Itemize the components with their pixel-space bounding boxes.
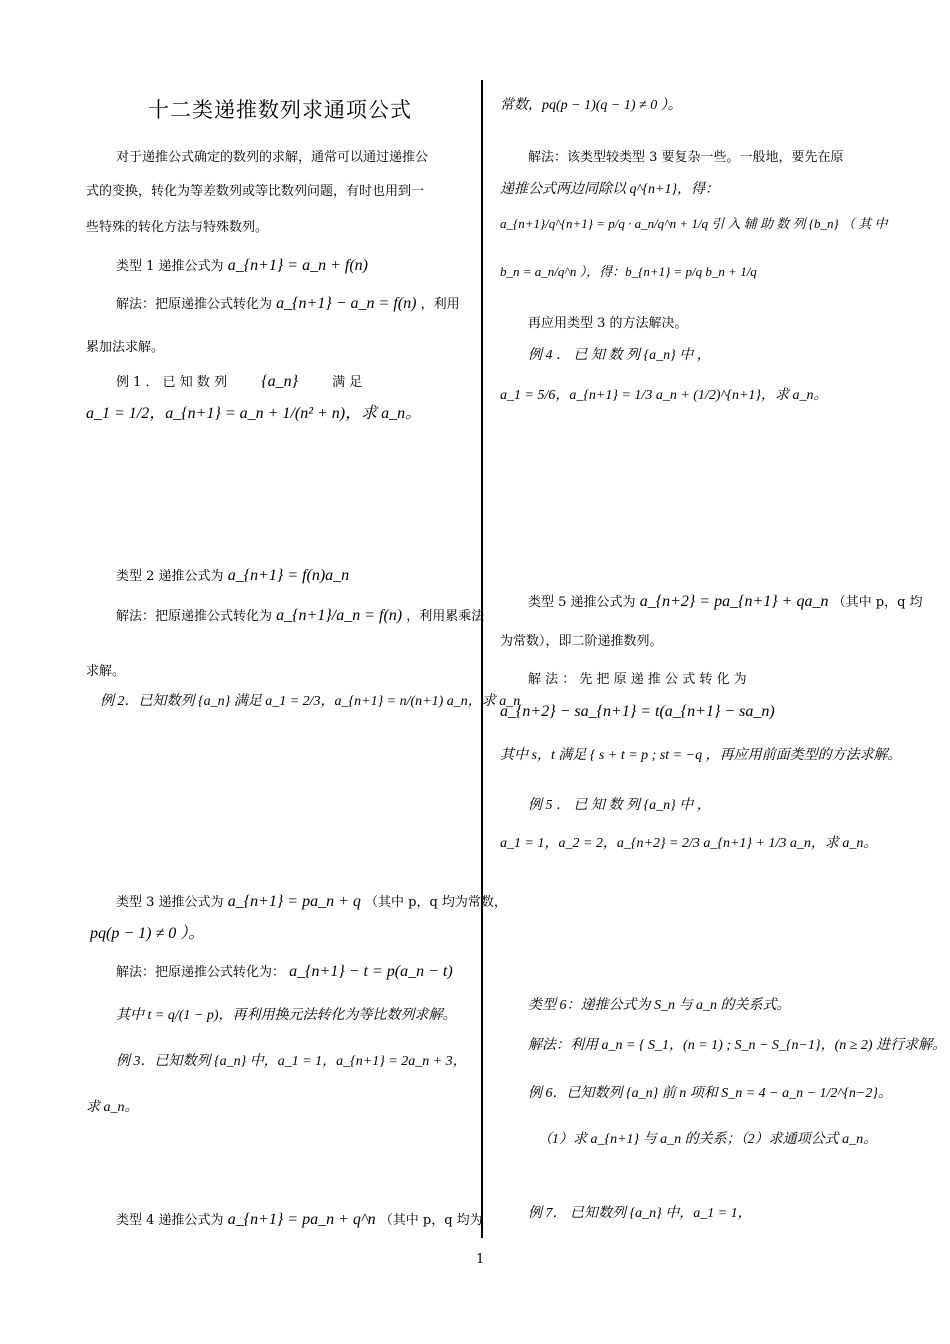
example1-sequence: {a_n} (261, 373, 299, 390)
type4-solution-line4 (500, 262, 757, 283)
type4-condition: 常数，pq(p − 1)(q − 1) ≠ 0 ）。 (500, 98, 682, 113)
type5-where (500, 746, 902, 766)
type2-solution-tail: ，利用累乘法 (406, 609, 485, 624)
type5-formula: a_{n+2} = pa_{n+1} + qa_n (639, 593, 829, 610)
type5-label: 类型 5 递推公式为 (528, 595, 636, 610)
example3-answer: 求 a_n。 (86, 1100, 139, 1115)
example6-line1 (528, 1084, 892, 1104)
type3-where (116, 1006, 457, 1026)
example4-condition: a_1 = 5/6，a_{n+1} = 1/3 a_n + (1/2)^{n+1}，求 a_n。 (500, 388, 828, 403)
type4-continuation (500, 96, 682, 116)
example1-label: 例 1 ． 已 知 数 列 (116, 375, 228, 390)
type5-solution-line1: 解 法 ： 先 把 原 递 推 公 式 转 化 为 (528, 672, 747, 687)
example2 (100, 692, 520, 712)
example3-text: 例 3．已知数列 {a_n} 中，a_1 = 1，a_{n+1} = 2a_n + 3， (116, 1054, 467, 1069)
type4-solution-line2 (500, 180, 719, 200)
type4-tail: （其中 p，q 均为 (379, 1213, 483, 1228)
type5-solution-formula: a_{n+2} − sa_{n+1} = t(a_{n+1} − sa_n) (500, 703, 775, 720)
type6-solution (528, 1036, 946, 1056)
example5-line1 (528, 796, 711, 816)
example5-line2 (500, 834, 877, 854)
example6-questions: （1）求 a_{n+1} 与 a_n 的关系；（2）求通项公式 a_n。 (538, 1132, 878, 1147)
type3-line2 (90, 924, 204, 945)
type3-tail: （其中 p，q 均为常数， (365, 895, 507, 910)
type3-where-text: 其中 t = q/(1 − p)，再利用换元法转化为等比数列求解。 (116, 1008, 457, 1023)
type4-solution-result: b_n = a_n/q^n ），得：b_{n+1} = p/q b_n + 1/q (500, 264, 757, 279)
type4-formula: a_{n+1} = pa_n + q^n (227, 1211, 376, 1228)
example3-line2 (86, 1098, 139, 1118)
intro-line-1: 对于递推公式确定的数列的求解，通常可以通过递推公 (116, 150, 429, 165)
type4-solution-line1: 解法：该类型较类型 3 要复杂一些。一般地，要先在原 (528, 150, 844, 165)
type2-label: 类型 2 递推公式为 (116, 569, 224, 584)
type1-solution-tail: ，利用 (420, 297, 460, 312)
type2-solution (116, 606, 484, 627)
intro-line-3: 些特殊的转化方法与特殊数列。 (86, 220, 269, 235)
example7 (528, 1204, 752, 1224)
type4-solution-divide: 递推公式两边同除以 q^{n+1}，得： (500, 182, 720, 197)
page-title: 十二类递推数列求通项公式 (148, 98, 412, 122)
type1-solution-line2: 累加法求解。 (86, 340, 165, 355)
type2-formula: a_{n+1} = f(n)a_n (227, 567, 350, 584)
type2-heading (116, 566, 349, 587)
type6-label: 类型 6：递推公式为 S_n 与 a_n 的关系式。 (528, 998, 791, 1013)
example4-header: 例 4 ． 已 知 数 列 {a_n} 中 ， (528, 348, 711, 363)
type2-solution-label: 解法：把原递推公式转化为 (116, 609, 273, 624)
type3-solution-formula: a_{n+1} − t = p(a_n − t) (289, 963, 453, 980)
type6-solution-text: 解法：利用 a_n = { S_1，(n = 1) ; S_n − S_{n−1}，(n ≥ 2) 进行求解。 (528, 1038, 947, 1053)
type6-heading (528, 996, 791, 1016)
intro-line-2: 式的变换，转化为等差数列或等比数列问题，有时也用到一 (86, 184, 425, 199)
example6-condition: 例 6．已知数列 {a_n} 前 n 项和 S_n = 4 − a_n − 1/2^{n−2}。 (528, 1086, 892, 1101)
type4-heading (116, 1210, 483, 1231)
type3-formula: a_{n+1} = pa_n + q (227, 893, 361, 910)
type1-label: 类型 1 递推公式为 (116, 259, 224, 274)
type3-solution-label: 解法：把原递推公式转化为： (116, 965, 286, 980)
type1-heading (116, 256, 368, 277)
example1-header (116, 372, 362, 393)
type5-where-text: 其中 s，t 满足 { s + t = p ; st = −q ，再应用前面类型的方法求解。 (500, 748, 902, 763)
example1-tail: 满 足 (332, 375, 363, 390)
type2-solution-line2: 求解。 (86, 664, 126, 679)
type5-tail: （其中 p，q 均 (832, 595, 923, 610)
example1-condition (86, 404, 421, 425)
type3-condition: pq(p − 1) ≠ 0 ）。 (90, 925, 205, 942)
type3-solution (116, 962, 453, 983)
example4-line2 (500, 386, 828, 406)
type5-line2: 为常数），即二阶递推数列。 (500, 634, 663, 649)
type1-solution-label: 解法：把原递推公式转化为 (116, 297, 273, 312)
type2-solution-formula: a_{n+1}/a_n = f(n) (276, 607, 403, 624)
type5-solution-formula-line (500, 702, 775, 723)
example7-text: 例 7． 已知数列 {a_n} 中，a_1 = 1， (528, 1206, 752, 1221)
page-number: 1 (476, 1252, 485, 1267)
type1-formula: a_{n+1} = a_n + f(n) (227, 257, 368, 274)
type1-solution (116, 294, 460, 315)
column-divider (481, 80, 483, 1238)
type5-heading (528, 592, 923, 613)
example6-line2 (538, 1130, 877, 1150)
example1-formula: a_1 = 1/2，a_{n+1} = a_n + 1/(n² + n)，求 a_n。 (86, 405, 422, 422)
type4-solution-aux: a_{n+1}/q^{n+1} = p/q · a_n/q^n + 1/q 引 入 辅 助 数 列 {b_n} （ 其 中 (500, 216, 888, 231)
example5-condition: a_1 = 1，a_2 = 2，a_{n+2} = 2/3 a_{n+1} + 1/3 a_n，求 a_n。 (500, 836, 878, 851)
type1-solution-formula: a_{n+1} − a_n = f(n) (276, 295, 417, 312)
type4-solution-line5: 再应用类型 3 的方法解决。 (528, 316, 688, 331)
example4-line1 (528, 346, 711, 366)
type3-heading (116, 892, 507, 913)
example5-header: 例 5 ． 已 知 数 列 {a_n} 中 ， (528, 798, 711, 813)
example2-text: 例 2．已知数列 {a_n} 满足 a_1 = 2/3，a_{n+1} = n/(n+1) a_n，求 a_n (100, 694, 521, 709)
type4-solution-line3 (500, 214, 887, 235)
type4-label: 类型 4 递推公式为 (116, 1213, 224, 1228)
type3-label: 类型 3 递推公式为 (116, 895, 224, 910)
example3-line1 (116, 1052, 467, 1072)
